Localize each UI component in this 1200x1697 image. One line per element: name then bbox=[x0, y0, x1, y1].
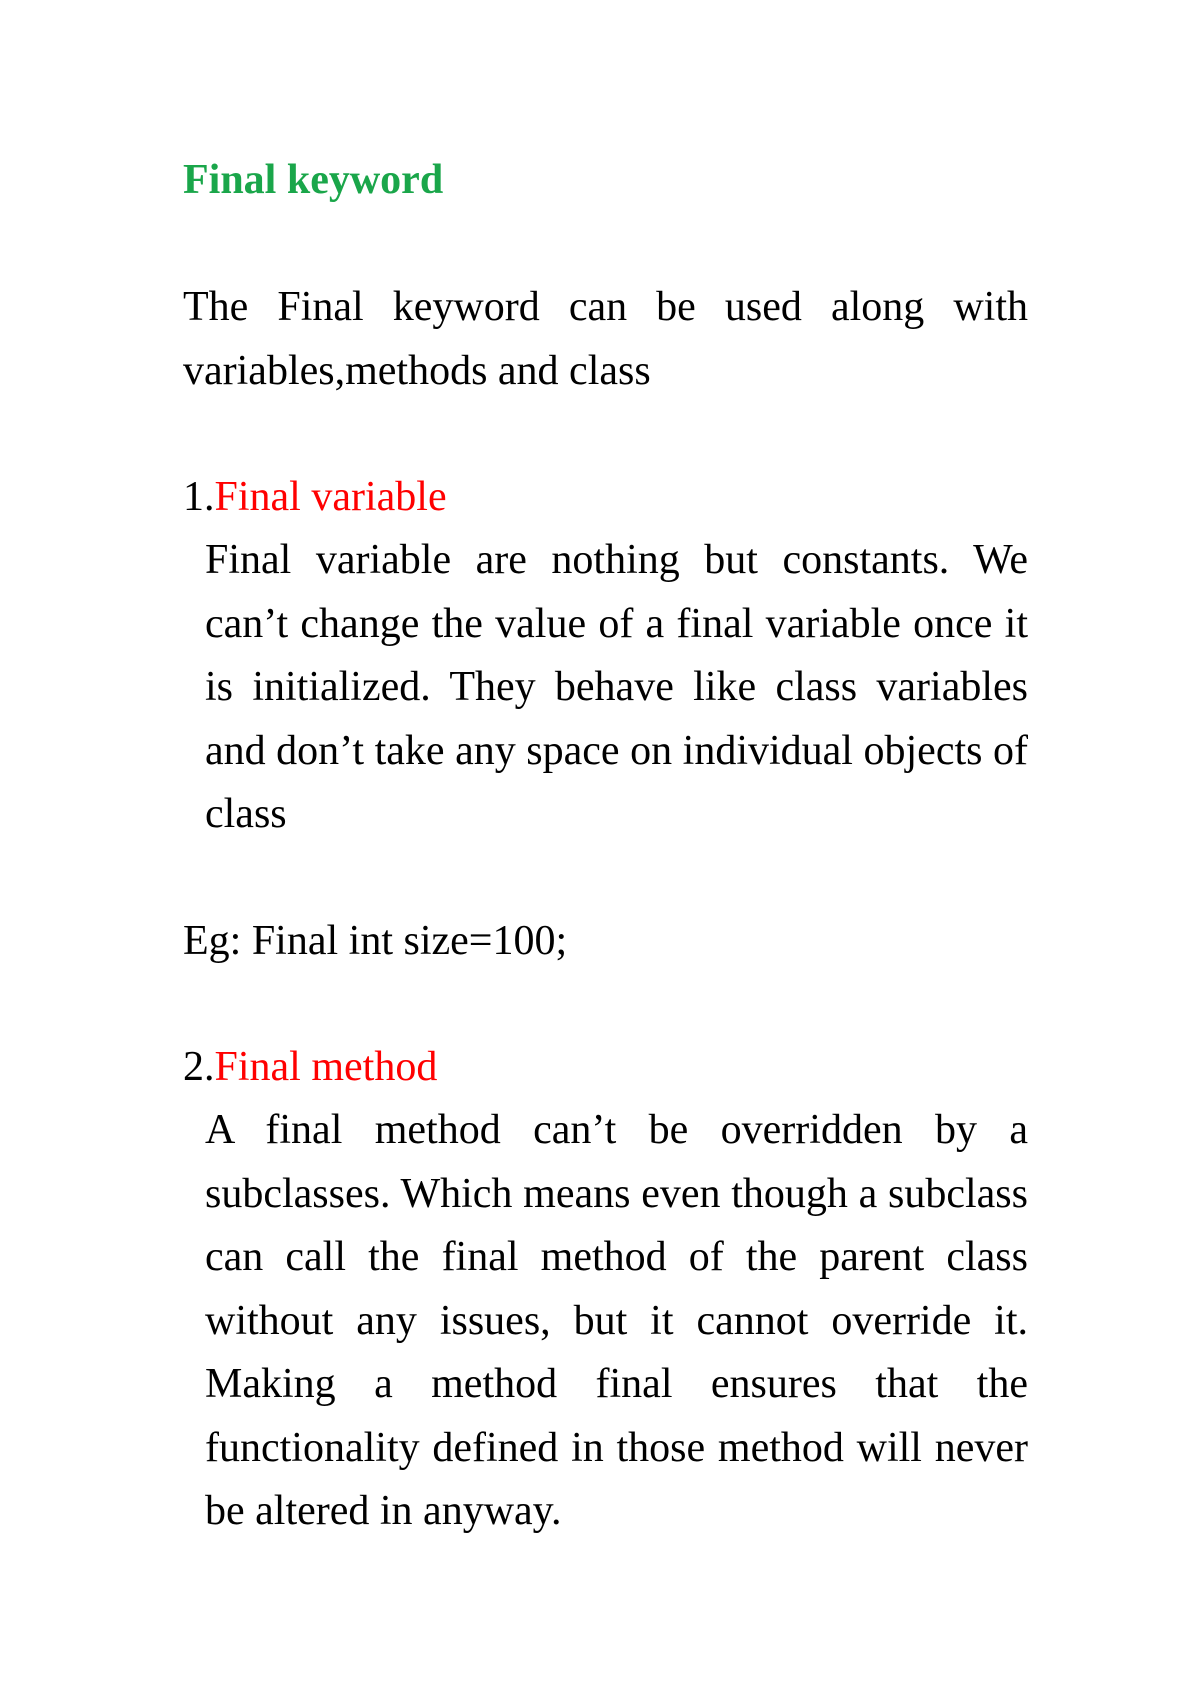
section-number: 2. bbox=[183, 1044, 215, 1090]
document-title: Final keyword bbox=[183, 157, 444, 203]
final-variable-paragraph: Final variable are nothing but constants. We can’t change the value of a final variable once it is initialized. They behave like class variables and don’t take any space on individual objects of class bbox=[205, 537, 1028, 837]
section-heading-text: Final variable bbox=[214, 474, 447, 520]
example-code-line: Eg: Final int size=100; bbox=[183, 918, 568, 964]
section-number: 1. bbox=[183, 474, 215, 520]
final-method-paragraph: A final method can’t be overridden by a subclasses. Which means even though a subclass can call the final method of the parent class without any issues, but it cannot override it. Making a method final ensures that the functionality defined in those method will never be altered in anyway. bbox=[205, 1107, 1028, 1534]
section-heading-final-method bbox=[183, 1036, 437, 1100]
section-heading-final-variable bbox=[183, 466, 447, 530]
intro-paragraph: The Final keyword can be used along with variables,methods and class bbox=[183, 284, 1028, 394]
section-heading-text: Final method bbox=[214, 1044, 438, 1090]
